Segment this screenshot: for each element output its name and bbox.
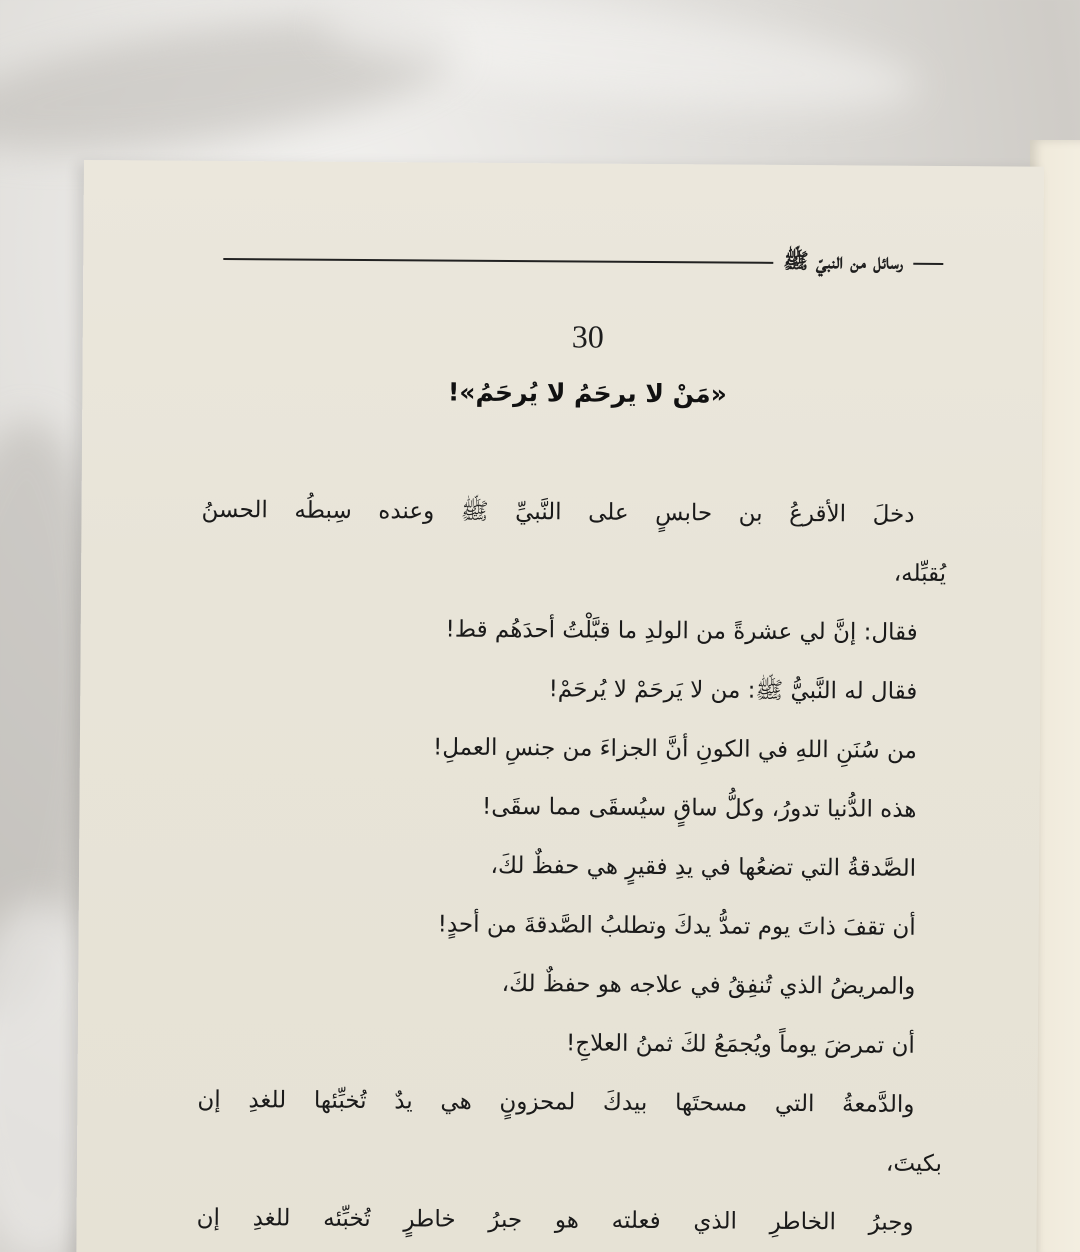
text-line: من سُنَنِ اللهِ في الكونِ أنَّ الجزاءَ من جنسِ العملِ! [432,734,917,764]
text-line: يُقبِّله، [893,560,947,588]
text-line: والدَّمعةُ التي مسحتَها بيدكَ لمحزونٍ هي يدٌ تُخبِّئها للغدِ إن [197,1086,915,1118]
text-line: فقال له النَّبيُّ ﷺ: من لا يَرحَمْ لا يُرحَمْ! [548,676,918,705]
text-line: فقال: إنَّ لي عشرةً من الولدِ ما قبَّلْتُ أحدَهُم قط! [445,616,918,646]
text-line: بكيتَ، [885,1150,943,1178]
chapter-number: 30 [571,318,604,355]
running-header [223,241,953,282]
text-line: الصَّدقةُ التي تضعُها في يدِ فقيرٍ هي حفظٌ لكَ، [490,852,917,882]
header-dash [913,263,943,265]
body-text [196,481,946,1252]
chapter-title: «مَنْ لا يرحَمُ لا يُرحَمُ»! [447,377,727,409]
book-page [76,160,1044,1252]
running-title: رسائل من النبيّ ﷺ [783,247,904,274]
text-line: وجبرُ الخاطرِ الذي فعلته هو جبرُ خاطرٍ تُخبِّئه للغدِ إن [196,1204,914,1236]
text-line: أن تقفَ ذاتَ يوم تمدُّ يدكَ وتطلبُ الصَّدقةَ من أحدٍ! [437,911,916,941]
header-rule [223,258,773,264]
text-line: هذه الدُّنيا تدورُ، وكلُّ ساقٍ سيُسقَى مما سقَى! [481,793,917,823]
text-line: والمريضُ الذي تُنفِقُ في علاجه هو حفظٌ لكَ، [501,970,916,1000]
text-line: دخلَ الأقرعُ بن حابسٍ على النَّبيِّ ﷺ وعنده سِبطُه الحسنُ [201,496,915,528]
text-line: أن تمرضَ يوماً ويُجمَعُ لكَ ثمنُ العلاجِ! [566,1030,915,1059]
